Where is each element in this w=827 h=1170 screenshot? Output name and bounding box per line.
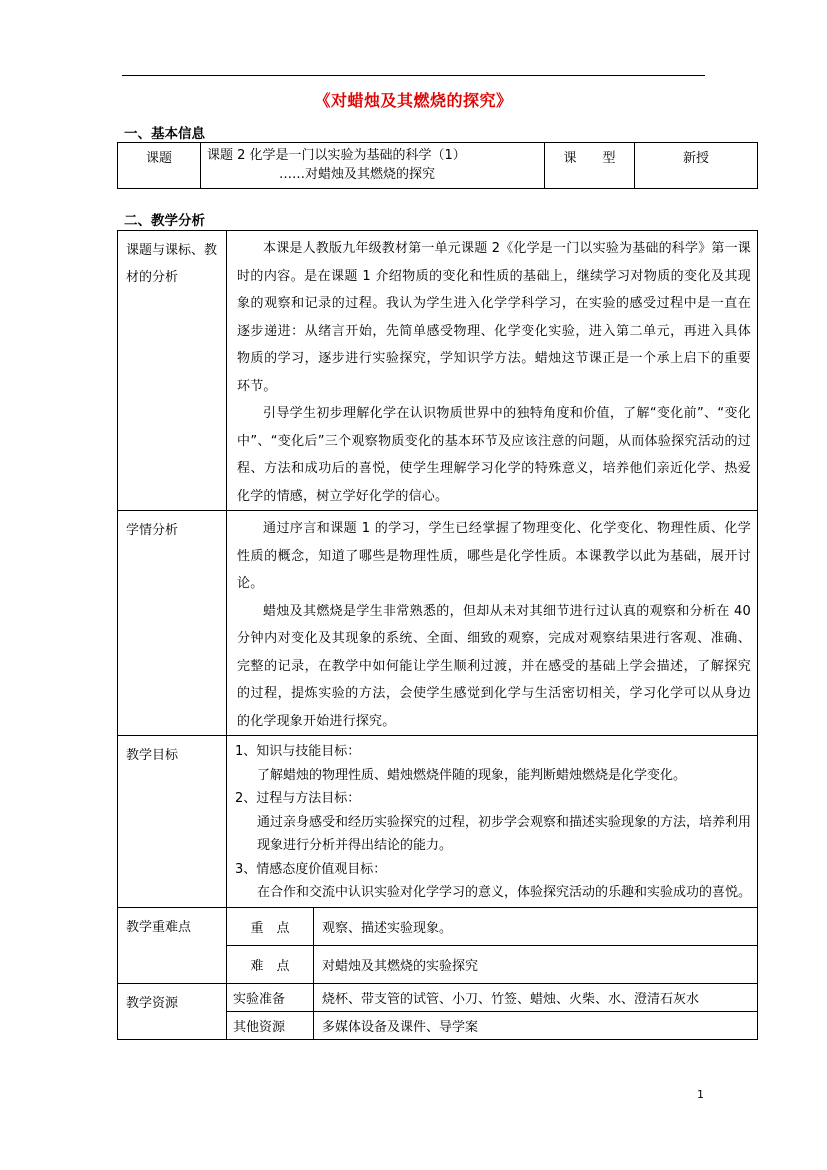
resources-label: 教学资源 (118, 984, 227, 1040)
goal-heading-2: 2、过程与方法目标： (235, 791, 361, 806)
textbook-analysis-label: 课题与课标、教材的分析 (118, 231, 227, 511)
page-number: 1 (697, 1088, 704, 1101)
row-textbook-analysis (118, 231, 758, 511)
experiment-value: 烧杯、带支管的试管、小刀、竹签、蜡烛、火柴、水、澄清石灰水 (314, 984, 758, 1012)
row-experiment-resources (118, 984, 758, 1012)
teaching-analysis-table (117, 230, 758, 1040)
row-key-point (118, 908, 758, 946)
header-rule (122, 75, 705, 76)
goal-body-1: 了解蜡烛的物理性质、蜡烛燃烧伴随的现象，能判断蜡烛燃烧是化学变化。 (257, 767, 687, 783)
student-analysis-content (227, 511, 758, 736)
textbook-paragraph-1: 本课是人教版九年级教材第一单元课题 2《化学是一门以实验为基础的科学》第一课时的内容。是在课题 1 介绍物质的变化和性质的基础上，继续学习对物质的变化及其现象的观察和记录的过程。我认为学生进入化学学科学习，在实验的感受过程中是一直在逐步递进：从绪言开始，先简单感受物理、化学变化实验，进入第二单元，再进入具体物质的学习，逐步进行实验探究，学知识学方法。蜡烛这节课正是一个承上启下的重要环节。 (237, 241, 752, 394)
teaching-goals-content (227, 736, 758, 908)
row-teaching-goals (118, 736, 758, 908)
key-difficult-label: 教学重难点 (118, 908, 227, 984)
difficult-point-label: 难 点 (227, 946, 314, 984)
goal-body-3: 在合作和交流中认识实验对化学学习的意义，体验探究活动的乐趣和实验成功的喜悦。 (257, 885, 752, 900)
goal-body-2: 通过亲身感受和经历实验探究的过程，初步学会观察和描述实验现象的方法，培养利用现象进行分析并得出结论的能力。 (257, 814, 752, 853)
row-student-analysis (118, 511, 758, 736)
textbook-analysis-content (227, 231, 758, 511)
section-heading-basic-info: 一、基本信息 (124, 126, 205, 142)
basic-info-table (117, 142, 758, 189)
type-label: 课 型 (545, 143, 635, 189)
topic-line-2: ……对蜡烛及其燃烧的探究 (279, 167, 436, 182)
section-heading-analysis: 二、教学分析 (124, 213, 205, 229)
experiment-label: 实验准备 (227, 984, 314, 1012)
type-value: 新授 (635, 143, 758, 189)
topic-line-1: 课题 2 化学是一门以实验为基础的科学（1） (207, 148, 466, 163)
other-resources-label: 其他资源 (227, 1012, 314, 1040)
document-title: 《对蜡烛及其燃烧的探究》 (314, 91, 513, 110)
topic-label: 课题 (118, 143, 201, 189)
key-point-value: 观察、描述实验现象。 (314, 908, 758, 946)
difficult-point-value: 对蜡烛及其燃烧的实验探究 (314, 946, 758, 984)
key-point-label: 重 点 (227, 908, 314, 946)
student-analysis-label: 学情分析 (118, 511, 227, 736)
other-resources-value: 多媒体设备及课件、导学案 (314, 1012, 758, 1040)
goal-heading-3: 3、情感态度价值观目标： (235, 861, 387, 877)
textbook-paragraph-2: 引导学生初步理解化学在认识物质世界中的独特角度和价值，了解“变化前”、“变化中”、“变化后”三个观察物质变化的基本环节及应该注意的问题，从而体验探究活动的过程、方法和成功后的喜悦，使学生理解学习化学的特殊意义，培养他们亲近化学、热爱化学的情感，树立学好化学的信心。 (237, 406, 751, 504)
teaching-goals-label: 教学目标 (118, 736, 227, 908)
topic-value (201, 143, 545, 189)
goal-heading-1: 1、知识与技能目标： (235, 744, 361, 759)
student-paragraph-1: 通过序言和课题 1 的学习，学生已经掌握了物理变化、化学变化、物理性质、化学性质的概念，知道了哪些是物理性质，哪些是化学性质。本课教学以此为基础，展开讨论。 (237, 521, 751, 591)
student-paragraph-2: 蜡烛及其燃烧是学生非常熟悉的，但却从未对其细节进行过认真的观察和分析在 40 分钟内对变化及其现象的系统、全面、细致的观察，完成对观察结果进行客观、准确、完整的记录，在教学中如何能让学生顺利过渡，并在感受的基础上学会描述，了解探究的过程，提炼实验的方法，会使学生感觉到化学与生活密切相关，学习化学可以从身边的化学现象开始进行探究。 (237, 603, 751, 729)
